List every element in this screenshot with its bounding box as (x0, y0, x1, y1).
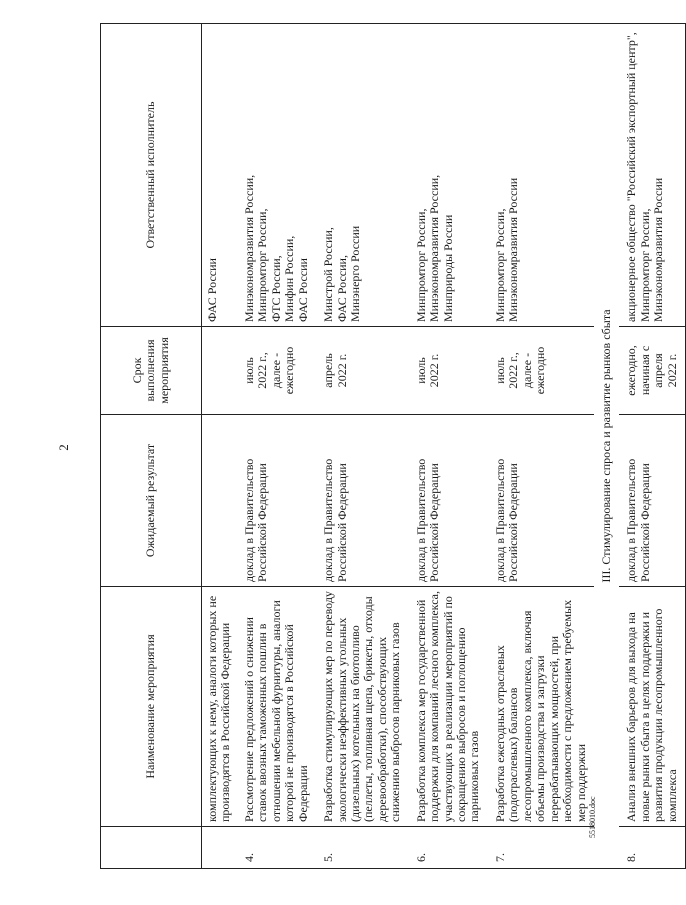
cell-executor: акционерное общество "Российский экспортный центр", Минпромторг России, Минэкономразвития России (619, 24, 685, 327)
cell-term: июль 2022 г., далее - ежегодно (237, 327, 316, 415)
cell-term: июль 2022 г., далее - ежегодно (488, 327, 594, 415)
cell-term: апрель 2022 г. (316, 327, 409, 415)
header-num (101, 827, 202, 869)
cell-executor: Минпромторг России, Минэкономразвития России, Минприроды России (409, 24, 488, 327)
footer-filename: 5518010.doc (588, 796, 597, 838)
cell-name: Анализ внешних барьеров для выхода на новые рынки сбыта в целях поддержки и развития продукции лесопромышленного комплекса (619, 587, 685, 827)
header-executor: Ответственный исполнитель (101, 24, 202, 327)
cell-name: Разработка стимулирующих мер по переводу экологически неэффективных угольных (дизельных) котельных на биотопливо (пеллеты, топливная щепа, брикеты, отходы деревообработки), способствующих снижению выбросов парниковых газов (316, 587, 409, 827)
cell-num: 5. (316, 827, 409, 869)
cell-name: Рассмотрение предложений о снижении ставок ввозных таможенных пошлин в отношении мебельной фурнитуры, аналоги которой не производятся в Российской Федерации (237, 587, 316, 827)
cell-num: 7. (488, 827, 594, 869)
cell-result: доклад в Правительство Российской Федерации (488, 415, 594, 587)
table-row (619, 24, 685, 869)
cell-executor: Минпромторг России, Минэкономразвития России (488, 24, 594, 327)
cell-num (202, 827, 237, 869)
cell-result: доклад в Правительство Российской Федерации (316, 415, 409, 587)
cell-num: 8. (619, 827, 685, 869)
header-result: Ожидаемый результат (101, 415, 202, 587)
cell-term (202, 327, 237, 415)
cell-executor: ФАС России (202, 24, 237, 327)
table-row-continuation (202, 24, 237, 869)
header-name: Наименование мероприятия (101, 587, 202, 827)
cell-result: доклад в Правительство Российской Федерации (237, 415, 316, 587)
cell-num: 4. (237, 827, 316, 869)
cell-name: Разработка ежегодных отраслевых (подотраслевых) балансов лесопромышленного комплекса, включая объемы производства и загрузки перерабатывающих мощностей, при необходимости с предложением требуемых мер поддержки (488, 587, 594, 827)
cell-term: июль 2022 г. (409, 327, 488, 415)
cell-result: доклад в Правительство Российской Федерации (409, 415, 488, 587)
cell-executor: Минстрой России, ФАС России, Минэнерго России (316, 24, 409, 327)
table-row (488, 24, 594, 869)
page-number: 2 (55, 444, 71, 451)
table-row (409, 24, 488, 869)
section-title: III. Стимулирование спроса и развитие рынков сбыта (594, 24, 619, 869)
measures-table (100, 23, 686, 869)
header-term: Срок выполнения мероприятия (101, 327, 202, 415)
cell-result (202, 415, 237, 587)
cell-num: 6. (409, 827, 488, 869)
cell-name: комплектующих к нему, аналоги которых не производятся в Российской Федерации (202, 587, 237, 827)
table-row (316, 24, 409, 869)
cell-executor: Минэкономразвития России, Минпромторг России, ФТС России, Минфин России, ФАС России (237, 24, 316, 327)
cell-name: Разработка комплекса мер государственной поддержки для компаний лесного комплекса, участвующих в реализации мероприятий по сокращению выбросов и поглощению парниковых газов (409, 587, 488, 827)
table-header-row (101, 24, 202, 869)
cell-term: ежегодно, начиная с апреля 2022 г. (619, 327, 685, 415)
section-heading-row (594, 24, 619, 869)
cell-result: доклад в Правительство Российской Федерации (619, 415, 685, 587)
table-row (237, 24, 316, 869)
